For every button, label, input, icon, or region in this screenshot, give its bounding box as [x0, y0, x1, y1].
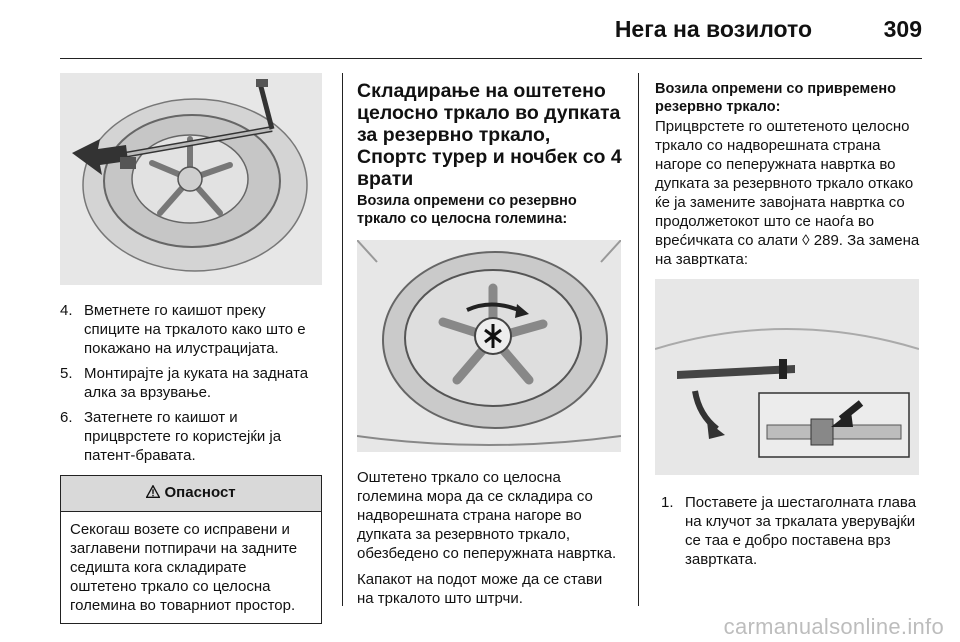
sub-heading-temporary-spare: Возила опремени со привремено резервно тркало: [655, 81, 896, 115]
figure-damaged-wheel-in-well [357, 240, 621, 452]
steps-list [60, 301, 322, 465]
list-item [60, 408, 322, 465]
figure-spare-wheel-strap [60, 73, 322, 285]
list-item [661, 493, 923, 569]
section-heading: Складирање на оштетено целосно тркало во дупката за резервно тркало, Спортс турер и ночбек со 4 врати [357, 80, 622, 190]
reference-arrow-icon: ◊ [802, 232, 810, 249]
danger-text: Секогаш возете со исправени и заглавени потпирачи на задните седишта кога складирате оштетено тркало со целосна големина во товарниот простор. [70, 521, 298, 614]
figure-wheel-bolt-extension [655, 279, 919, 475]
header-rule [60, 58, 922, 59]
danger-title: Опасност [164, 484, 236, 501]
middle-column [357, 73, 623, 608]
step-text: Поставете ја шестаголната глава на клучот за тркалата уверувајќи се таа е добро поставена врз завртката. [685, 494, 917, 568]
steps-list-right [655, 493, 923, 569]
column-divider-left [342, 73, 343, 606]
list-item [60, 301, 322, 358]
page-reference-link[interactable]: 289 [813, 232, 839, 249]
paragraph-temporary-spare [655, 117, 923, 269]
paragraph-floor-cover: Капакот на подот може да се стави на тркалото што штрчи. [357, 571, 603, 607]
paragraph-text: Прицврстете го оштетеното целосно тркало со надворешната страна нагоре со пеперужната навртка во дупката за резервното тркало откако ќе ја замените завојната навртка со продолжетокот што се наоѓа во врećичката со алати [655, 118, 914, 249]
paragraph-text-end: . За замена на завртката: [655, 232, 920, 268]
header-title: Нега на возилото [614, 16, 812, 42]
step-number: 5. [60, 365, 73, 382]
step-text: Вметнете го каишот преку спиците на тркалото како што е покажано на илустрацијата. [84, 302, 306, 357]
column-divider-right [638, 73, 639, 606]
step-number: 6. [60, 409, 73, 426]
danger-header [61, 476, 321, 512]
step-number: 1. [661, 494, 674, 511]
page-number: 309 [883, 16, 922, 42]
left-column [60, 73, 322, 624]
step-text: Монтирајте ја куката на задната алка за врзување. [84, 365, 309, 401]
danger-box [60, 475, 322, 624]
sub-heading-full-size: Возила опремени со резервно тркало со целосна големина: [357, 193, 577, 227]
list-item [60, 364, 322, 402]
step-text: Затегнете го каишот и прицврстете го користејќи ја патент-бравата. [84, 409, 282, 464]
watermark: carmanualsonline.info [723, 614, 944, 639]
paragraph-storage: Оштетено тркало со целосна големина мора да се складира со надворешната страна нагоре во дупката за резервното тркало, обезбедено со пеперужната навртка. [357, 469, 617, 562]
warning-triangle-icon [146, 485, 160, 498]
step-number: 4. [60, 302, 73, 319]
right-column [655, 73, 923, 575]
